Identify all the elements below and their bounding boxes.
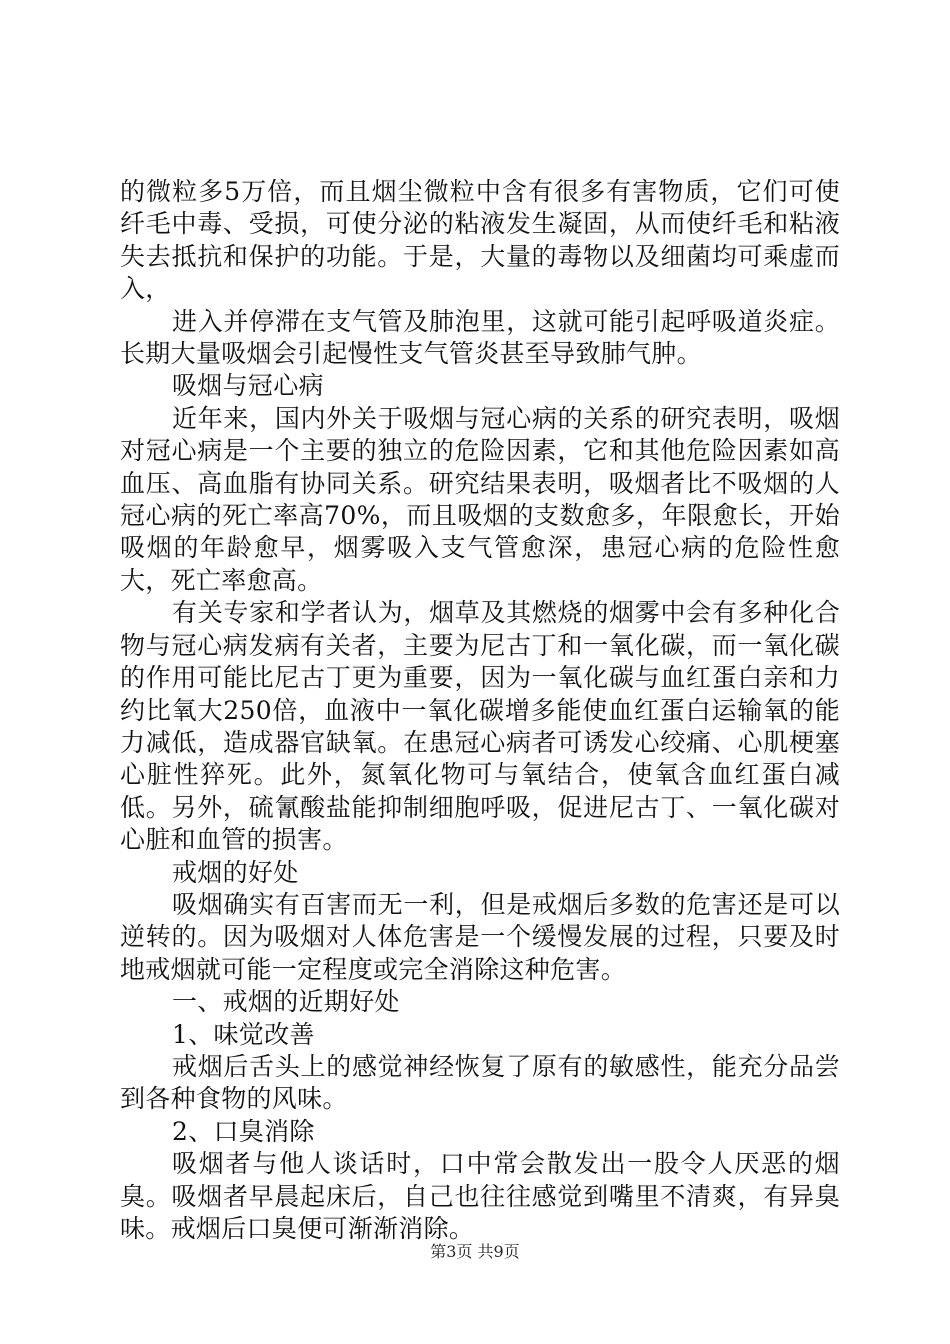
subheading-short-term: 一、戒烟的近期好处 [172,987,400,1017]
paragraph-benefits-intro: 吸烟确实有百害而无一利，但是戒烟后多数的危害还是可以逆转的。因为吸烟对人体危害是一个缓慢发展的过程，只要及时地戒烟就可能一定程度或完全消除这种危害。 [120,889,840,984]
paragraph-bronchitis: 进入并停滞在支气管及肺泡里，这就可能引起呼吸道炎症。长期大量吸烟会引起慢性支气管炎甚至导致肺气肿。 [120,306,840,369]
paragraph-taste: 戒烟后舌头上的感觉神经恢复了原有的敏感性，能充分品尝到各种食物的风味。 [120,1051,840,1114]
paragraph-carbon-monoxide: 有关专家和学者认为，烟草及其燃烧的烟雾中会有多种化合物与冠心病发病有关者，主要为尼古丁和一氧化碳，而一氧化碳的作用可能比尼古丁更为重要，因为一氧化碳与血红蛋白亲和力约比氧大250倍，血液中一氧化碳增多能使血红蛋白运输氧的能力减低，造成器官缺氧。在患冠心病者可诱发心绞痛、心肌梗塞心脏性猝死。此外，氮氧化物可与氧结合，使氧含血红蛋白减低。另外，硫氰酸盐能抑制细胞呼吸，促进尼古丁、一氧化碳对心脏和血管的损害。 [120,598,840,855]
document-body [120,176,840,1245]
item-heading-taste: 1、味觉改善 [172,1019,315,1049]
section-heading-benefits: 戒烟的好处 [172,857,299,887]
paragraph-continuation: 的微粒多5万倍，而且烟尘微粒中含有很多有害物质，它们可使纤毛中毒、受损，可使分泌的粘液发生凝固，从而使纤毛和粘液失去抵抗和保护的功能。于是，大量的毒物以及细菌均可乘虚而入， [120,177,840,304]
item-heading-breath: 2、口臭消除 [172,1116,315,1146]
page-number-footer: 第3页 共9页 [430,1242,520,1261]
section-heading-coronary: 吸烟与冠心病 [172,371,324,401]
paragraph-coronary-research: 近年来，国内外关于吸烟与冠心病的关系的研究表明，吸烟对冠心病是一个主要的独立的危险因素，它和其他危险因素如高血压、高血脂有协同关系。研究结果表明，吸烟者比不吸烟的人冠心病的死亡率高70%，而且吸烟的支数愈多，年限愈长，开始吸烟的年龄愈早，烟雾吸入支气管愈深，患冠心病的危险性愈大，死亡率愈高。 [120,403,840,595]
paragraph-breath: 吸烟者与他人谈话时，口中常会散发出一股令人厌恶的烟臭。吸烟者早晨起床后，自己也往往感觉到嘴里不清爽，有异臭味。戒烟后口臭便可渐渐消除。 [120,1149,840,1243]
